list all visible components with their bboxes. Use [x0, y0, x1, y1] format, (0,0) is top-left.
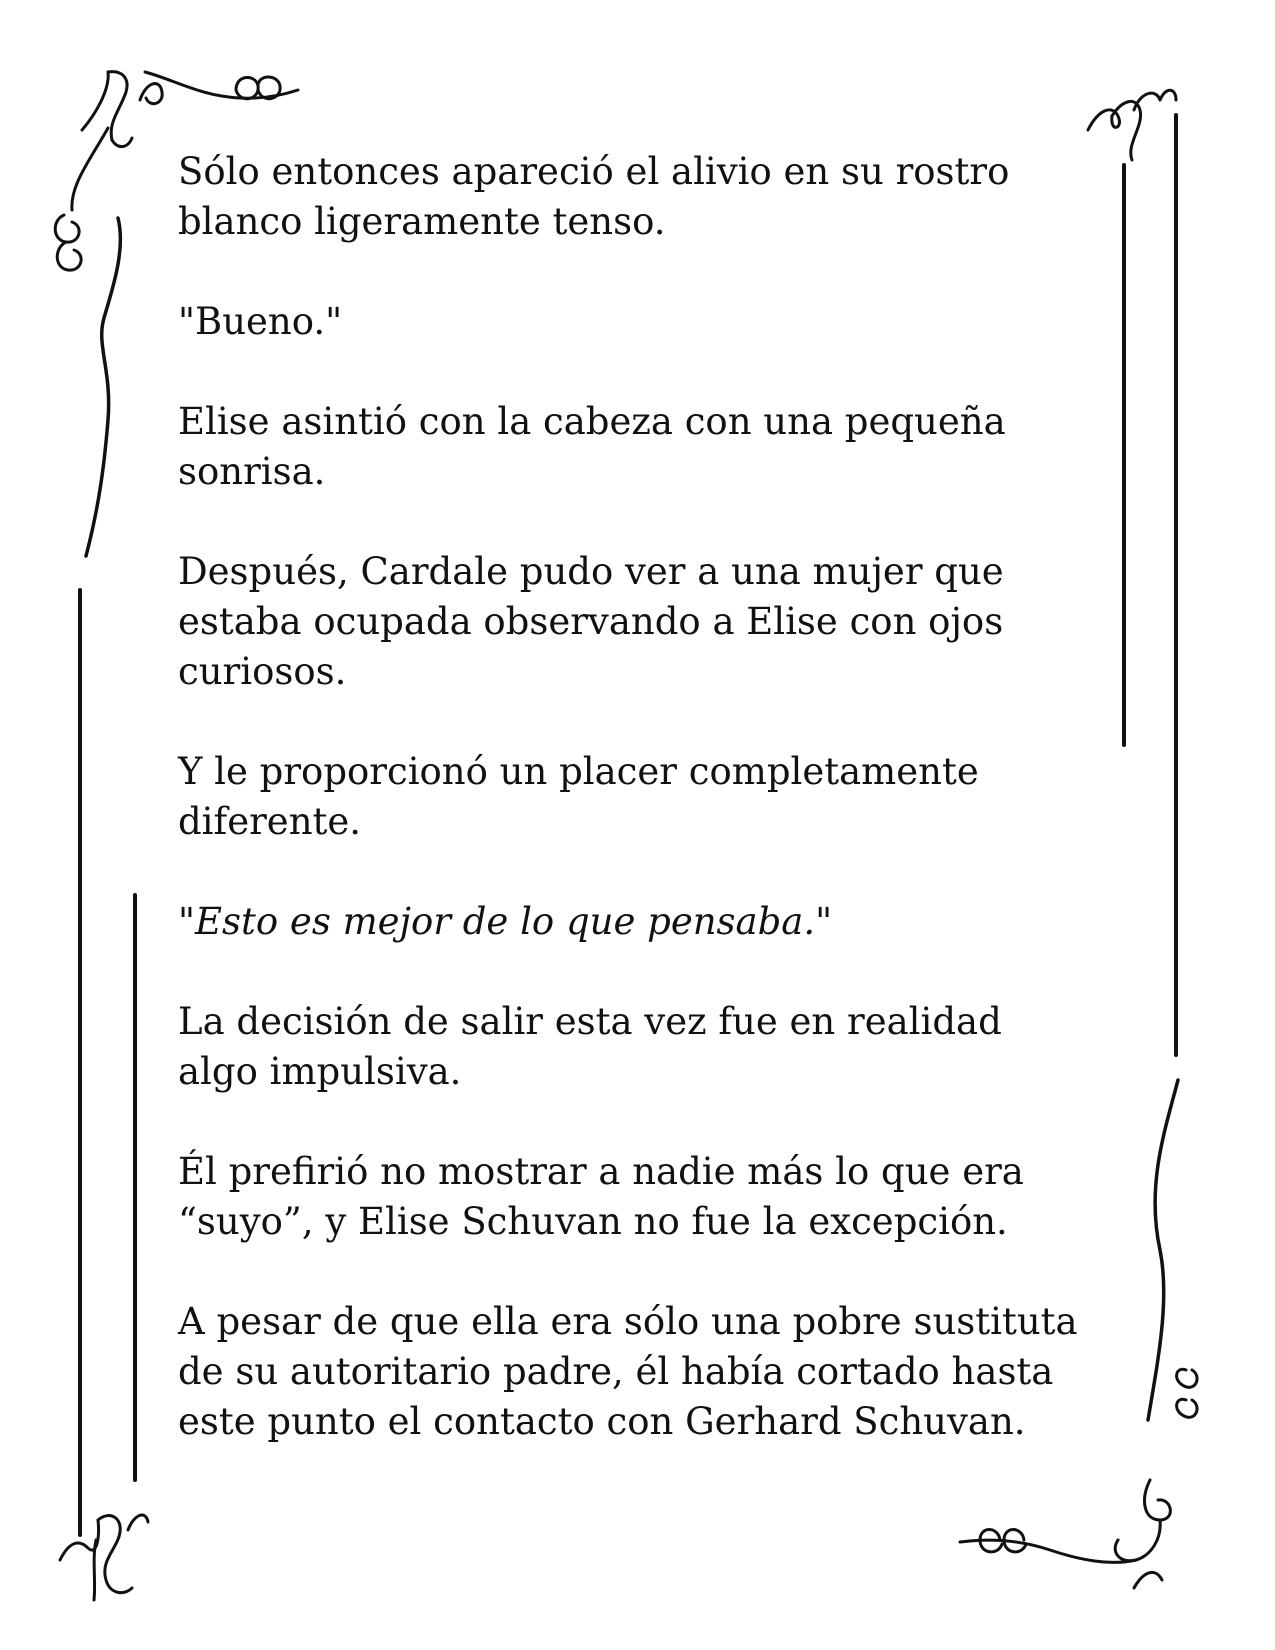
- flourish-bottom-left-icon: [60, 1515, 148, 1600]
- paragraph-1: Sólo entonces apareció el alivio en su rostro blanco ligeramente tenso.: [178, 150, 1010, 243]
- paragraph-7: La decisión de salir esta vez fue en realidad algo impulsiva.: [178, 1000, 1002, 1093]
- paragraph-6-italic-thought: "Esto es mejor de lo que pensaba.": [178, 900, 833, 943]
- paragraph-3: Elise asintió con la cabeza con una pequeña sonrisa.: [178, 400, 1006, 493]
- paragraph-9: A pesar de que ella era sólo una pobre sustituta de su autoritario padre, él había cortado hasta este punto el contacto con Gerhard Schuvan.: [178, 1300, 1078, 1443]
- paragraph-8: Él prefirió no mostrar a nadie más lo que era “suyo”, y Elise Schuvan no fue la excepción.: [178, 1150, 1024, 1243]
- paragraph-5: Y le proporcionó un placer completamente diferente.: [178, 750, 979, 843]
- page-text: [178, 147, 1118, 1497]
- paragraph-2: "Bueno.": [178, 300, 343, 343]
- paragraph-4: Después, Cardale pudo ver a una mujer que estaba ocupada observando a Elise con ojos curiosos.: [178, 550, 1004, 693]
